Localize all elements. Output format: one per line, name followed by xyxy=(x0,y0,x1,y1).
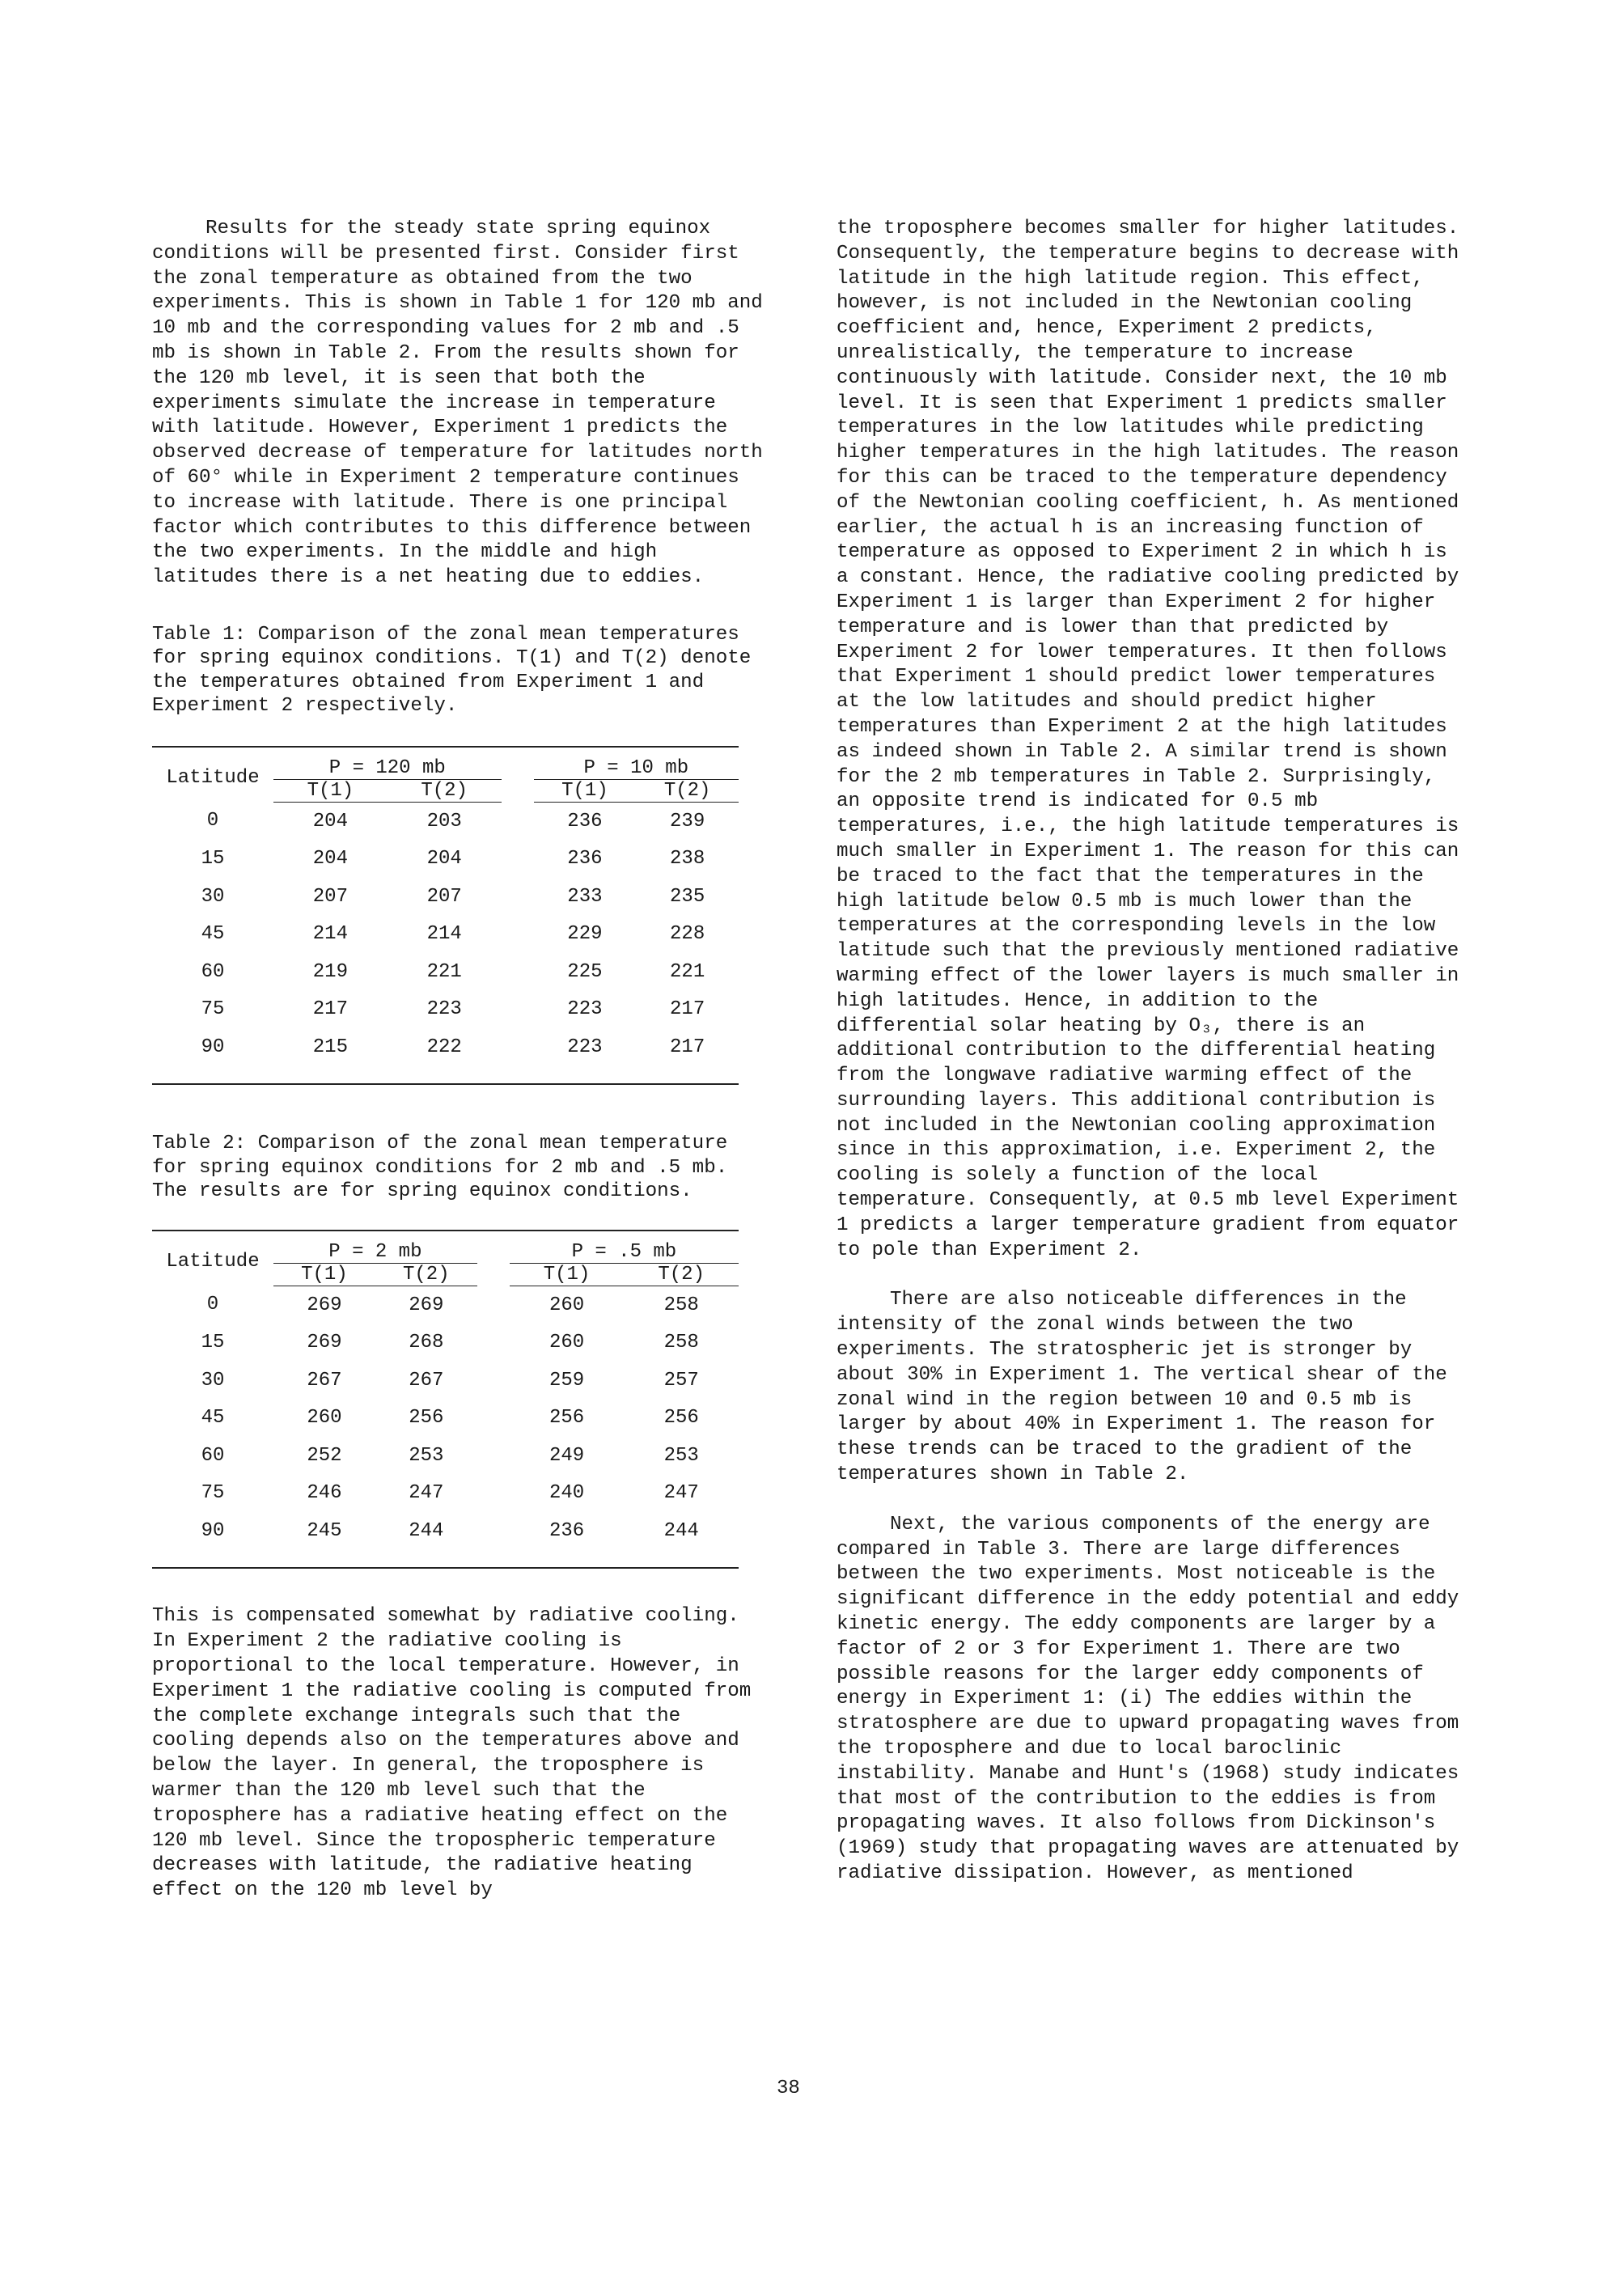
body-paragraph: This is compensated somewhat by radiative cooling. In Experiment 2 the radiative cooling is proportional to the local temperature. However, in Experiment 1 the radiative cooling is computed from the complete exchange integrals such that the cooling depends also on the temperatures above and below the layer. In general, the troposphere is warmer than the 120 mb level such that the troposphere has a radiative heating effect on the 120 mb level. Since the tropospheric temperature decreases with latitude, the radiative heating effect on the 120 mb level by xyxy=(152,1605,752,1902)
table1-sub-header: T(2) xyxy=(636,779,739,802)
table-row: 90 245 244 236 244 xyxy=(201,1519,699,1542)
table2-sub-header: T(2) xyxy=(624,1263,739,1286)
table1-sub-header: T(1) xyxy=(273,779,388,802)
body-paragraph: There are also noticeable differences in the intensity of the zonal winds between the two experiments. The stratospheric jet is stronger by about 30% in Experiment 1. The vertical shear of the zonal wind in the region between 10 and 0.5 mb is larger by about 40% in Experiment 1. The reason for these trends can be traced to the gradient of the temperatures shown in Table 2. xyxy=(837,1289,1447,1486)
right-column xyxy=(837,217,1468,1887)
table1-header-latitude: Latitude xyxy=(166,767,260,790)
table2-sub-header: T(2) xyxy=(375,1263,477,1286)
table-row: 90 215 222 223 217 xyxy=(201,1036,705,1058)
table-row: 60 219 221 225 221 xyxy=(201,960,705,983)
table1-sub-header: T(1) xyxy=(534,779,637,802)
table-row: 0 204 203 236 239 xyxy=(206,810,705,832)
table-row: 0 269 269 260 258 xyxy=(206,1294,699,1316)
left-column xyxy=(152,217,767,1904)
table1-caption: Table 1: Comparison of the zonal mean temperatures for spring equinox conditions. T(1) and T(2) denote the temperatures obtained from Experiment 1 and Experiment 2 respectively. xyxy=(152,623,752,718)
table-row: 45 214 214 229 228 xyxy=(201,923,705,946)
table2 xyxy=(152,1230,739,1569)
body-paragraph: Next, the various components of the energy are compared in Table 3. There are large differences between the two experiments. Most noticeable is the significant difference in the eddy potential and eddy kinetic energy. The eddy components are larger by a factor of 2 or 3 for Experiment 1. There are two possible reasons for the larger eddy components of energy in Experiment 1: (i) The eddies within the stratosphere are due to upward propagating waves from the troposphere and due to local baroclinic instability. Manabe and Hunt's (1968) study indicates that most of the contribution to the eddies is from propagating waves. It also follows from Dickinson's (1969) study that propagating waves are attenuated by radiative dissipation. However, as mentioned xyxy=(837,1513,1459,1884)
table1 xyxy=(152,746,739,1086)
table1-header-p1: P = 120 mb xyxy=(273,747,502,780)
table-row: 30 207 207 233 235 xyxy=(201,885,705,908)
table1-header-p2: P = 10 mb xyxy=(534,747,739,780)
page-number: 38 xyxy=(777,2078,800,2099)
body-paragraph: the troposphere becomes smaller for higher latitudes. Consequently, the temperature begins to decrease with latitude in the high latitude region. This effect, however, is not included in the Newtonian cooling coefficient and, hence, Experiment 2 predicts, unrealistically, the temperature to increase continuously with latitude. Consider next, the 10 mb level. It is seen that Experiment 1 predicts smaller temperatures in the low latitudes while predicting higher temperatures in the high latitudes. The reason for this can be traced to the temperature dependency of the Newtonian cooling coefficient, h. As mentioned earlier, the actual h is an increasing function of temperature as opposed to Experiment 2 in which h is a constant. Hence, the radiative cooling predicted by Experiment 1 is larger than Experiment 2 for higher temperature and is lower than that predicted by Experiment 2 for lower temperatures. It then follows that Experiment 1 should predict lower temperatures at the low latitudes and should predict higher temperatures than Experiment 2 at the high latitudes as indeed shown in Table 2. A similar trend is shown for the 2 mb temperatures in Table 2. Surprisingly, an opposite trend is indicated for 0.5 mb temperatures, i.e., the high latitude temperatures is much smaller in Experiment 1. The reason for this can be traced to the fact that the temperatures in the high latitude below 0.5 mb is much lower than the temperatures at the corresponding levels in the low latitude such that the previously mentioned radiative warming effect of the lower layers is much smaller in high latitudes. Hence, in addition to the differential solar heating by O₃, there is an additional contribution to the differential heating from the longwave radiative warming effect of the surrounding layers. This additional contribution is not included in the Newtonian cooling approximation since in this approximation, i.e. Experiment 2, the cooling is solely a function of the local temperature. Consequently, at 0.5 mb level Experiment 1 predicts a larger temperature gradient from equator to pole than Experiment 2. xyxy=(837,218,1459,1261)
body-paragraph: Results for the steady state spring equinox conditions will be presented first. Consider first the zonal temperature as obtained from the two experiments. This is shown in Table 1 for 120 mb and 10 mb and the corresponding values for 2 mb and .5 mb is shown in Table 2. From the results shown for the 120 mb level, it is seen that both the experiments simulate the increase in temperature with latitude. However, Experiment 1 predicts the observed decrease of temperature for latitudes north of 60° while in Experiment 2 temperature continues to increase with latitude. There is one principal factor which contributes to this difference between the two experiments. In the middle and high latitudes there is a net heating due to eddies. xyxy=(152,218,763,589)
table2-header-p1: P = 2 mb xyxy=(273,1231,477,1264)
table2-header-latitude: Latitude xyxy=(166,1251,260,1273)
table-row: 15 269 268 260 258 xyxy=(201,1332,699,1354)
table-row: 60 252 253 249 253 xyxy=(201,1444,699,1467)
table-row: 75 217 223 223 217 xyxy=(201,998,705,1021)
table2-header-p2: P = .5 mb xyxy=(510,1231,739,1264)
table2-sub-header: T(1) xyxy=(510,1263,625,1286)
table-row: 30 267 267 259 257 xyxy=(201,1369,699,1392)
table1-sub-header: T(2) xyxy=(388,779,502,802)
table-row: 45 260 256 256 256 xyxy=(201,1407,699,1430)
table-row: 15 204 204 236 238 xyxy=(201,848,705,871)
table-row: 75 246 247 240 247 xyxy=(201,1482,699,1505)
table2-caption: Table 2: Comparison of the zonal mean temperature for spring equinox conditions for 2 mb and .5 mb. The results are for spring equinox conditions. xyxy=(152,1133,728,1203)
table2-sub-header: T(1) xyxy=(273,1263,375,1286)
